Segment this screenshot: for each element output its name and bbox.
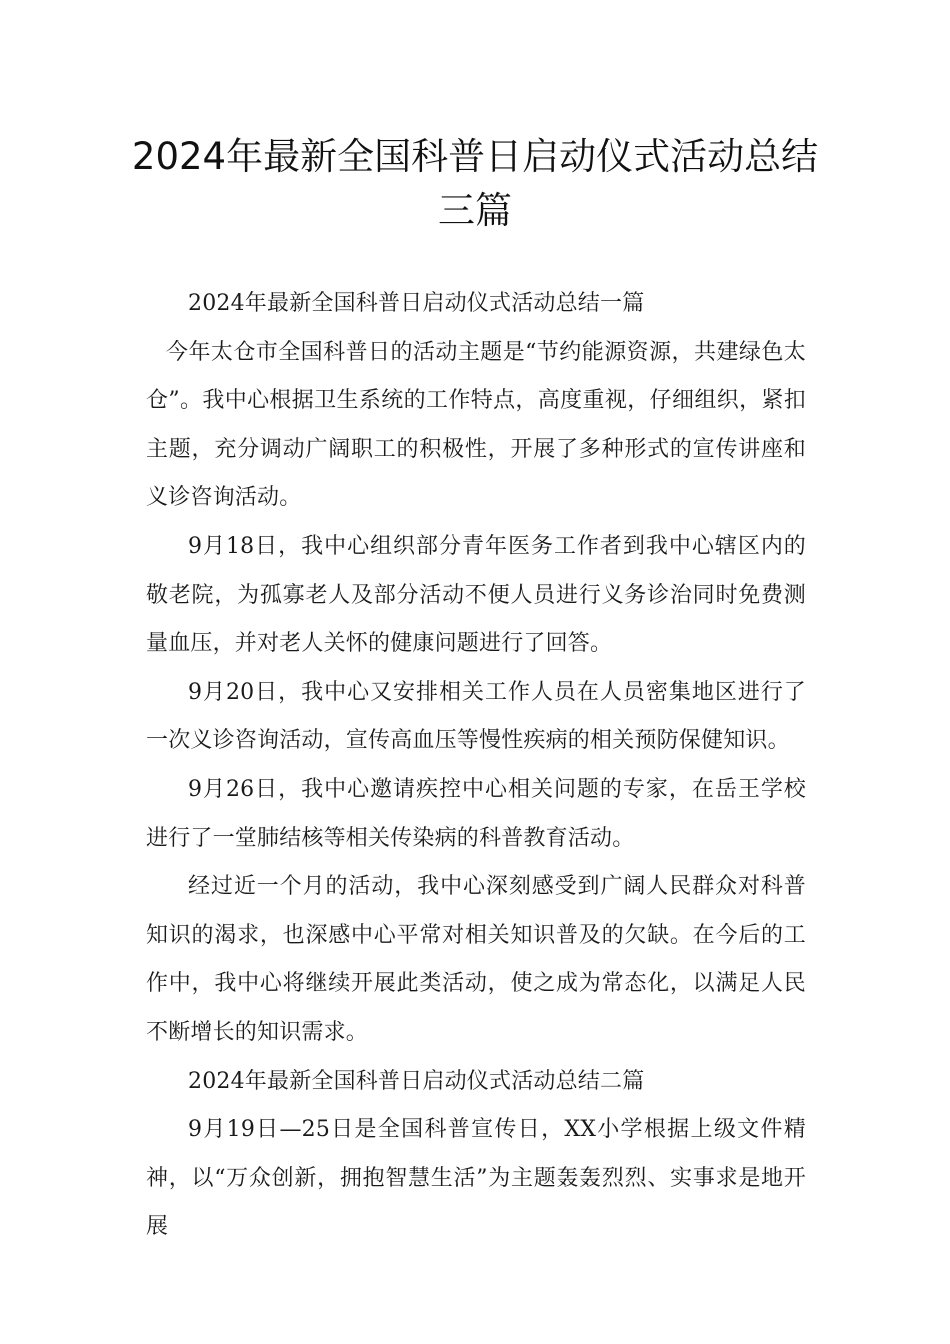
section-heading-2: 2024年最新全国科普日启动仪式活动总结二篇 (188, 1068, 645, 1094)
document-body (146, 280, 806, 1252)
paragraph: 9月20日，我中心又安排相关工作人员在人员密集地区进行了一次义诊咨询活动，宣传高血压等慢性疾病的相关预防保健知识。 (146, 679, 806, 754)
paragraph: 9月18日，我中心组织部分青年医务工作者到我中心辖区内的敬老院，为孤寡老人及部分活动不便人员进行义务诊治同时免费测量血压，并对老人关怀的健康问题进行了回答。 (146, 533, 806, 657)
document-title: 2024年最新全国科普日启动仪式活动总结三篇 (131, 135, 819, 232)
paragraph: 9月19日—25日是全国科普宣传日，XX小学根据上级文件精神，以“万众创新，拥抱智慧生活”为主题轰轰烈烈、实事求是地开展 (146, 1117, 806, 1240)
paragraph: 经过近一个月的活动，我中心深刻感受到广阔人民群众对科普知识的渴求，也深感中心平常对相关知识普及的欠缺。在今后的工作中，我中心将继续开展此类活动，使之成为常态化，以满足人民不断增长的知识需求。 (146, 874, 806, 1045)
section-heading-1: 2024年最新全国科普日启动仪式活动总结一篇 (188, 291, 645, 316)
paragraph: 今年太仓市全国科普日的活动主题是“节约能源资源，共建绿色太仓”。我中心根据卫生系统的工作特点，高度重视，仔细组织，紧扣主题，充分调动广阔职工的积极性，开展了多种形式的宣传讲座和义诊咨询活动。 (146, 339, 806, 511)
paragraph: 9月26日，我中心邀请疾控中心相关问题的专家，在岳王学校进行了一堂肺结核等相关传染病的科普教育活动。 (146, 776, 806, 851)
